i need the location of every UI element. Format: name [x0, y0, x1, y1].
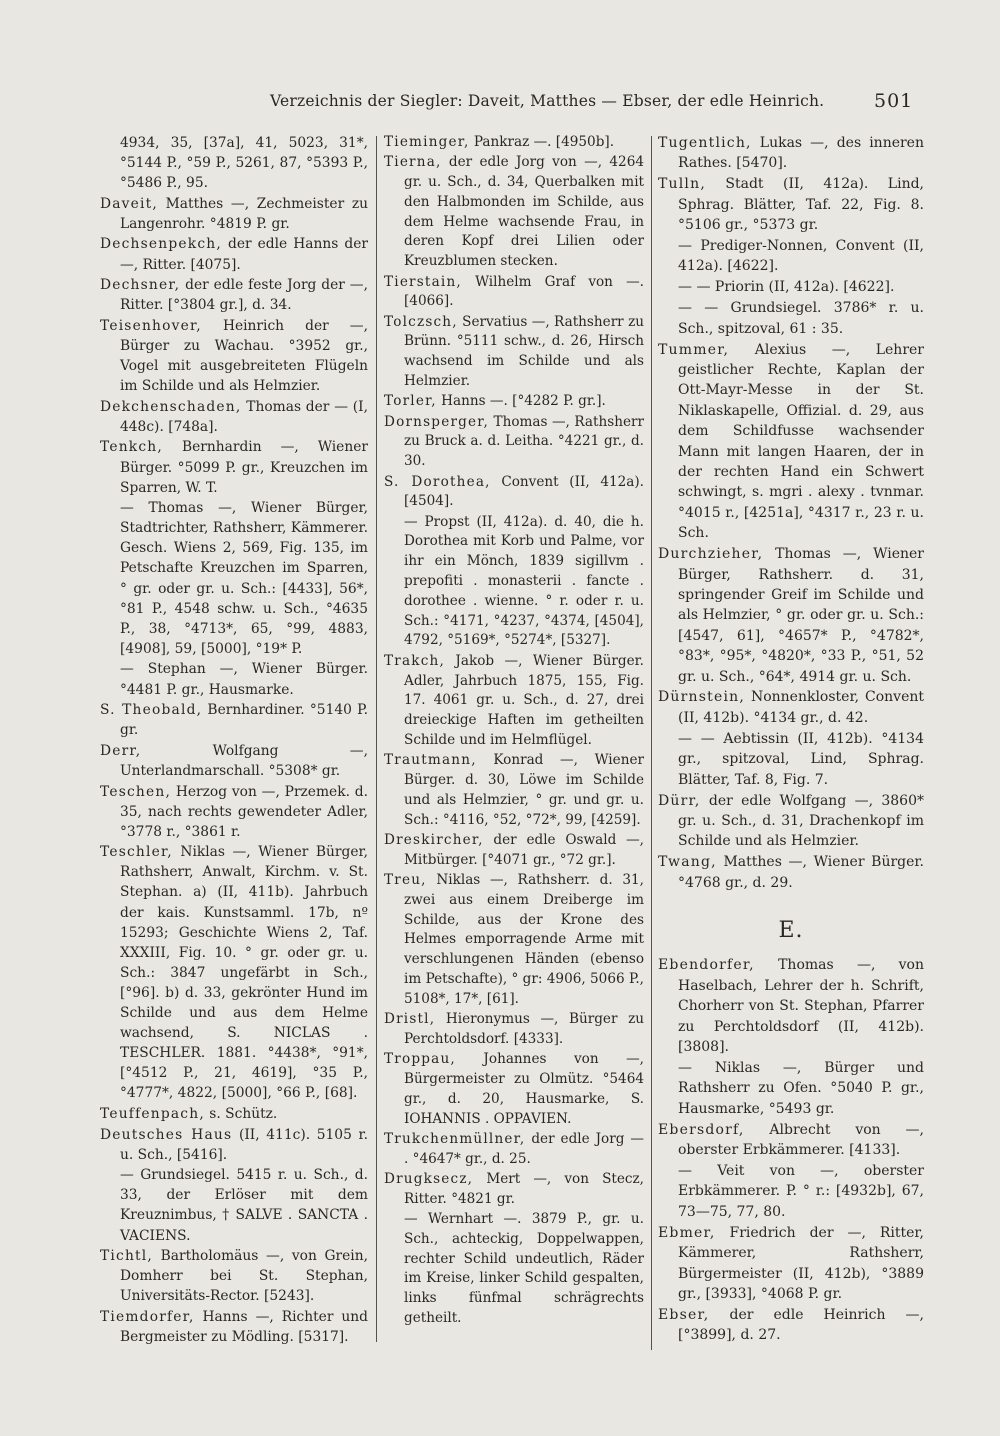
entry-text: Jakob —, Wiener Bürger. Adler, Jahrbuch 1875, 155, Fig. 17. 4061 gr. u. Sch., d. 27, drei dreieckige Haften im getheilten Schilde und im Helmflügel. — [404, 652, 644, 748]
index-entry — [384, 751, 644, 830]
entry-text: Hanns —. [°4282 P. gr.]. — [436, 393, 606, 410]
index-entry — [384, 652, 644, 751]
entry-text: der edle Jorg von —, 4264 gr. u. Sch., d. 34, Querbalken mit den Halbmonden im Schilde, aus dem Helme wachsende Frau, in deren Kopf drei Lilien oder Kreuzblumen stecken. — [404, 154, 644, 270]
entry-text: Matthes —, Zechmeister zu Langenrohr. °4819 P. gr. — [120, 195, 368, 232]
index-entry — [384, 413, 644, 472]
index-column-3 — [658, 133, 924, 1346]
index-entry — [658, 174, 924, 235]
entry-name: Tummer, — [658, 341, 730, 358]
index-entry — [100, 1307, 368, 1347]
entry-text: Johannes von —, Bürgermeister zu Olmütz. °5464 gr., d. 20, Hausmarke, S. IOHANNIS . OPPAVIEN. — [404, 1051, 644, 1127]
index-entry — [658, 852, 924, 893]
entry-text: Niklas —, Rathsherr. d. 31, zwei aus einem Dreiberge im Schilde, aus der Krone des Helmes emporragende Arme mit verschlungenen Händen (ebenso im Petschafte), ° gr: 4906, 5066 P., 5108*, 17*, [61]. — [404, 871, 644, 1007]
entry-text: — Prediger-Nonnen, Convent (II, 412a). [4622]. — [678, 238, 924, 275]
entry-text: Bernhardiner. °5140 P. gr. — [120, 702, 368, 739]
entry-text: Nonnenkloster, Convent (II, 412b). °4134 gr., d. 42. — [678, 689, 924, 726]
entry-name: Teschen, — [100, 783, 172, 800]
index-entry — [384, 392, 644, 412]
index-entry — [100, 316, 368, 396]
entry-name: S. Dorothea, — [384, 473, 491, 490]
entry-name: Deutsches Haus — [100, 1126, 233, 1143]
index-entry — [100, 1165, 368, 1245]
entry-text: Herzog von —, Przemek. d. 35, nach rechts gewendeter Adler, °3778 r., °3861 r. — [120, 783, 368, 840]
index-entry — [658, 277, 924, 297]
index-column-2 — [384, 133, 644, 1329]
index-entry — [100, 1104, 368, 1124]
entry-name: Tieminger, — [384, 134, 470, 150]
running-title: Verzeichnis der Siegler: Daveit, Matthes — Ebser, der edle Heinrich. — [270, 92, 825, 110]
index-entry — [100, 194, 368, 234]
page-header — [0, 92, 1000, 124]
entry-name: Dekchenschaden, — [100, 398, 242, 415]
index-entry — [384, 133, 644, 153]
entry-text: Hanns —, Richter und Bergmeister zu Mödling. [5317]. — [120, 1308, 368, 1346]
entry-text: — Propst (II, 412a). d. 40, die h. Dorothea mit Korb und Palme, vor ihr ein Mönch, 1839 sigillvm . prepofiti . monasterii . fancte . dorothee . wienne. ° r. oder r. u. Sch.: °4171, °4237, °4374, [4504], 4792, °5169*, °5274*, [5327]. — [404, 513, 644, 649]
entry-text: der edle Hanns der —, Ritter. [4075]. — [120, 236, 368, 273]
index-entry — [100, 133, 368, 193]
entry-text: — Grundsiegel. 5415 r. u. Sch., d. 33, der Erlöser mit dem Kreuznimbus, † SALVE . SANCTA . VACIENS. — [120, 1167, 368, 1244]
entry-text: Hieronymus —, Bürger zu Perchtoldsdorf. [4333]. — [404, 1011, 644, 1047]
index-entry — [658, 133, 924, 174]
entry-text: Stadt (II, 412a). Lind, Sphrag. Blätter, Taf. 22, Fig. 8. °5106 gr., °5373 gr. — [678, 176, 924, 234]
entry-text: Matthes —, Wiener Bürger. °4768 gr., d. 29. — [678, 854, 924, 891]
entry-text: Thomas —, von Haselbach, Lehrer der h. Schrift, Chorherr von St. Stephan, Pfarrer zu Perchtoldsdorf (II, 412b). [3808]. — [678, 957, 924, 1056]
entry-name: Dechsner, — [100, 277, 181, 294]
entry-text: Bartholomäus —, von Grein, Domherr bei St. Stephan, Universitäts-Rector. [5243]. — [120, 1248, 368, 1305]
entry-name: Durchzieher, — [658, 546, 764, 563]
index-entry — [658, 544, 924, 687]
entry-name: Troppau, — [384, 1051, 456, 1068]
entry-name: Tierstain, — [384, 273, 462, 290]
entry-text: Lukas —, des inneren Rathes. [5470]. — [678, 135, 924, 172]
entry-text: — — Aebtissin (II, 412b). °4134 gr., spitzoval, Lind, Sphrag. Blätter, Taf. 8, Fig. 7. — [678, 730, 924, 788]
entry-name: Tichtl, — [100, 1248, 153, 1265]
entry-name: Daveit, — [100, 195, 158, 212]
entry-text: der edle Heinrich —, [°3899], d. 27. — [678, 1306, 924, 1344]
entry-name: Drugksecz, — [384, 1170, 474, 1187]
entry-text: Albrecht von —, oberster Erbkämmerer. [4133]. — [678, 1121, 924, 1159]
index-entry — [658, 955, 924, 1057]
entry-text: Friedrich der —, Ritter, Kämmerer, Rathsherr, Bürgermeister (II, 412b), °3889 gr., [3933], °4068 P. gr. — [678, 1224, 924, 1302]
entry-text: der edle feste Jorg der —, Ritter. [°3804 gr.], d. 34. — [120, 277, 368, 314]
entry-name: Torler, — [384, 393, 437, 410]
entry-text: (II, 411c). 5105 r. u. Sch., [5416]. — [120, 1126, 368, 1163]
entry-text: 4934, 35, [37a], 41, 5023, 31*, °5144 P., °59 P., 5261, 87, °5393 P., °5486 P., 95. — [120, 135, 368, 192]
entry-name: Dristl, — [384, 1011, 436, 1028]
entry-text: der edle Jorg — . °4647* gr., d. 25. — [404, 1130, 644, 1167]
index-entry — [658, 1161, 924, 1222]
index-entry — [100, 397, 368, 437]
index-entry — [658, 340, 924, 544]
entry-text: — Wernhart —. 3879 P., gr. u. Sch., achteckig, Doppelwappen, rechter Schild undeutlich, Räder im Kreise, linker Schild gespalten, links fünfmal schrägrechts getheilt. — [404, 1211, 644, 1327]
entry-text: Thomas —, Wiener Bürger, Rathsherr. d. 31, springender Greif im Schilde und als Helmzier, ° gr. oder gr. u. Sch.: [4547, 61], °4657* P., °4782*, °83*, °95*, °4820*, °33 P., °51, 52 gr. u. Sch., °64*, 4914 gr. u. Sch. — [678, 546, 924, 685]
entry-name: Tolczsch, — [384, 313, 458, 330]
entry-name: Ebser, — [658, 1306, 710, 1323]
index-entry — [100, 437, 368, 497]
index-entry — [100, 782, 368, 842]
entry-name: Dornsperger, — [384, 413, 490, 430]
entry-name: Twang, — [658, 854, 717, 871]
entry-text: — Veit von —, oberster Erbkämmerer. P. ° r.: [4932b], 67, 73—75, 77, 80. — [678, 1163, 924, 1220]
entry-name: Trakch, — [384, 652, 445, 669]
index-entry — [658, 687, 924, 728]
entry-text: Bernhardin —, Wiener Bürger. °5099 P. gr., Kreuzchen im Sparren, W. T. — [120, 439, 368, 496]
index-entry — [384, 831, 644, 871]
index-entry — [384, 1130, 644, 1170]
entry-text: der edle Wolfgang —, 3860* gr. u. Sch., d. 31, Drachenkopf im Schilde und als Helmzier. — [678, 792, 924, 850]
index-entry — [384, 1170, 644, 1210]
index-entry — [658, 791, 924, 852]
section-letter: E. — [778, 918, 804, 944]
entry-name: Dreskircher, — [384, 831, 484, 848]
index-entry — [100, 741, 368, 781]
entry-name: S. Theobald, — [100, 702, 203, 719]
entry-text: Heinrich der —, Bürger zu Wachau. °3952 gr., Vogel mit ausgebreiteten Flügeln im Schilde und als Helmzier. — [120, 317, 368, 395]
entry-text: Niklas —, Wiener Bürger, Rathsherr, Anwalt, Kirchm. v. St. Stephan. a) (II, 411b). Jahrbuch der kais. Kunstsamml. 17b, nº 15293; Geschichte Wiens 2, Taf. XXXIII, Fig. 10. ° gr. oder gr. u. Sch.: 3847 ungefärbt in Sch., [°96]. b) d. 33, gekrönter Hund im Schilde und aus dem Helme wachsend, S. NICLAS . TESCHLER. 1881. °4438*, °91*, [°4512 P., 21, 4619], °35 P., °4777*, 4822, [5000], °66 P., [68]. — [120, 844, 368, 1102]
entry-text: Wolfgang —, Unterlandmarschall. °5308* gr. — [120, 742, 368, 779]
index-entry — [100, 700, 368, 740]
entry-name: Tenkch, — [100, 439, 163, 456]
index-entry — [658, 236, 924, 277]
index-column-1 — [100, 133, 368, 1348]
page-number: 501 — [874, 90, 914, 112]
entry-name: Ebersdorf, — [658, 1121, 745, 1138]
entry-name: Trautmann, — [384, 752, 477, 769]
index-entry — [100, 1125, 368, 1165]
entry-name: Teuffenpach, — [100, 1106, 205, 1122]
index-entry — [384, 473, 644, 513]
entry-text: Pankraz —. [4950b]. — [469, 134, 615, 150]
entry-name: Tulln, — [658, 176, 706, 193]
index-entry — [384, 1210, 644, 1329]
entry-text: der edle Oswald —, Mitbürger. [°4071 gr., °72 gr.]. — [404, 831, 644, 868]
entry-text: — Niklas —, Bürger und Rathsherr zu Ofen. °5040 P. gr., Hausmarke, °5493 gr. — [678, 1059, 924, 1117]
entry-name: Derr, — [100, 742, 142, 759]
entry-name: Ebmer, — [658, 1224, 716, 1241]
index-entry — [658, 1120, 924, 1161]
index-entry — [384, 871, 644, 1010]
entry-name: Teschler, — [100, 844, 173, 861]
index-entry — [658, 1223, 924, 1305]
entry-text: — Stephan —, Wiener Bürger. °4481 P. gr., Hausmarke. — [120, 661, 368, 698]
index-entry — [658, 1058, 924, 1119]
index-entry — [100, 1246, 368, 1306]
entry-text: Konrad —, Wiener Bürger. d. 30, Löwe im Schilde und als Helmzier, ° gr. und gr. u. Sch.: °4116, °52, °72*, 99, [4259]. — [404, 752, 644, 828]
index-entry — [100, 659, 368, 699]
column-divider-1 — [376, 136, 377, 1342]
index-entry — [384, 1050, 644, 1129]
index-entry — [658, 298, 924, 339]
entry-name: Dechsenpekch, — [100, 236, 222, 253]
index-entry — [384, 313, 644, 392]
entry-name: Teisenhover, — [100, 317, 202, 334]
entry-text: s. Schütz. — [204, 1106, 278, 1122]
index-entry — [658, 729, 924, 790]
column-divider-2 — [651, 136, 652, 1350]
index-entry — [100, 842, 368, 1103]
entry-text: Convent (II, 412a). [4504]. — [404, 473, 644, 510]
index-entry — [100, 275, 368, 315]
entry-text: — Thomas —, Wiener Bürger, Stadtrichter, Rathsherr, Kämmerer. Gesch. Wiens 2, 569, Fig. 135, im Petschafte Kreuzchen im Sparren, ° gr. oder gr. u. Sch.: [4433], 56*, °81 P., 4548 schw. u. Sch., °4635 P., 38, °4713*, 65, °99, 4883, [4908], 59, [5000], °19* P. — [120, 500, 368, 657]
index-entry — [384, 513, 644, 652]
entry-text: Wilhelm Graf von —. [4066]. — [404, 273, 644, 310]
entry-name: Tierna, — [384, 154, 442, 171]
index-entry — [100, 498, 368, 659]
index-entry — [384, 153, 644, 272]
entry-name: Treu, — [384, 871, 427, 888]
entry-text: — — Priorin (II, 412a). [4622]. — [678, 279, 895, 296]
entry-text: Thomas —, Rathsherr zu Bruck a. d. Leitha. °4221 gr., d. 30. — [404, 413, 644, 470]
index-entry — [384, 273, 644, 313]
entry-text: — — Grundsiegel. 3786* r. u. Sch., spitzoval, 61 : 35. — [678, 300, 924, 337]
index-entry — [100, 234, 368, 274]
index-entry — [384, 1010, 644, 1050]
entry-name: Tiemdorfer, — [100, 1308, 195, 1325]
entry-name: Trukchenmüllner, — [384, 1130, 526, 1147]
entry-text: Alexius —, Lehrer geistlicher Rechte, Kaplan der Ott-Mayr-Messe in der St. Niklaskapelle, Offizial. d. 29, aus dem Schildfusse wachsender Mann mit langen Haaren, der in der rechten Hand ein Schwert schwingt, s. mgri . alexy . tvnmar. °4015 r., [4251a], °4317 r., 23 r. u. Sch. — [678, 341, 924, 542]
entry-name: Tugentlich, — [658, 135, 752, 151]
entry-name: Dürr, — [658, 792, 701, 809]
entry-text: Thomas der — (I, 448c). [748a]. — [120, 398, 368, 435]
entry-name: Dürnstein, — [658, 689, 745, 706]
entry-text: Servatius —, Rathsherr zu Brünn. °5111 schw., d. 26, Hirsch wachsend im Schilde und als Helmzier. — [404, 313, 644, 390]
entry-name: Ebendorfer, — [658, 957, 755, 974]
index-entry — [658, 1305, 924, 1346]
entry-text: Mert —, von Stecz, Ritter. °4821 gr. — [404, 1170, 644, 1207]
